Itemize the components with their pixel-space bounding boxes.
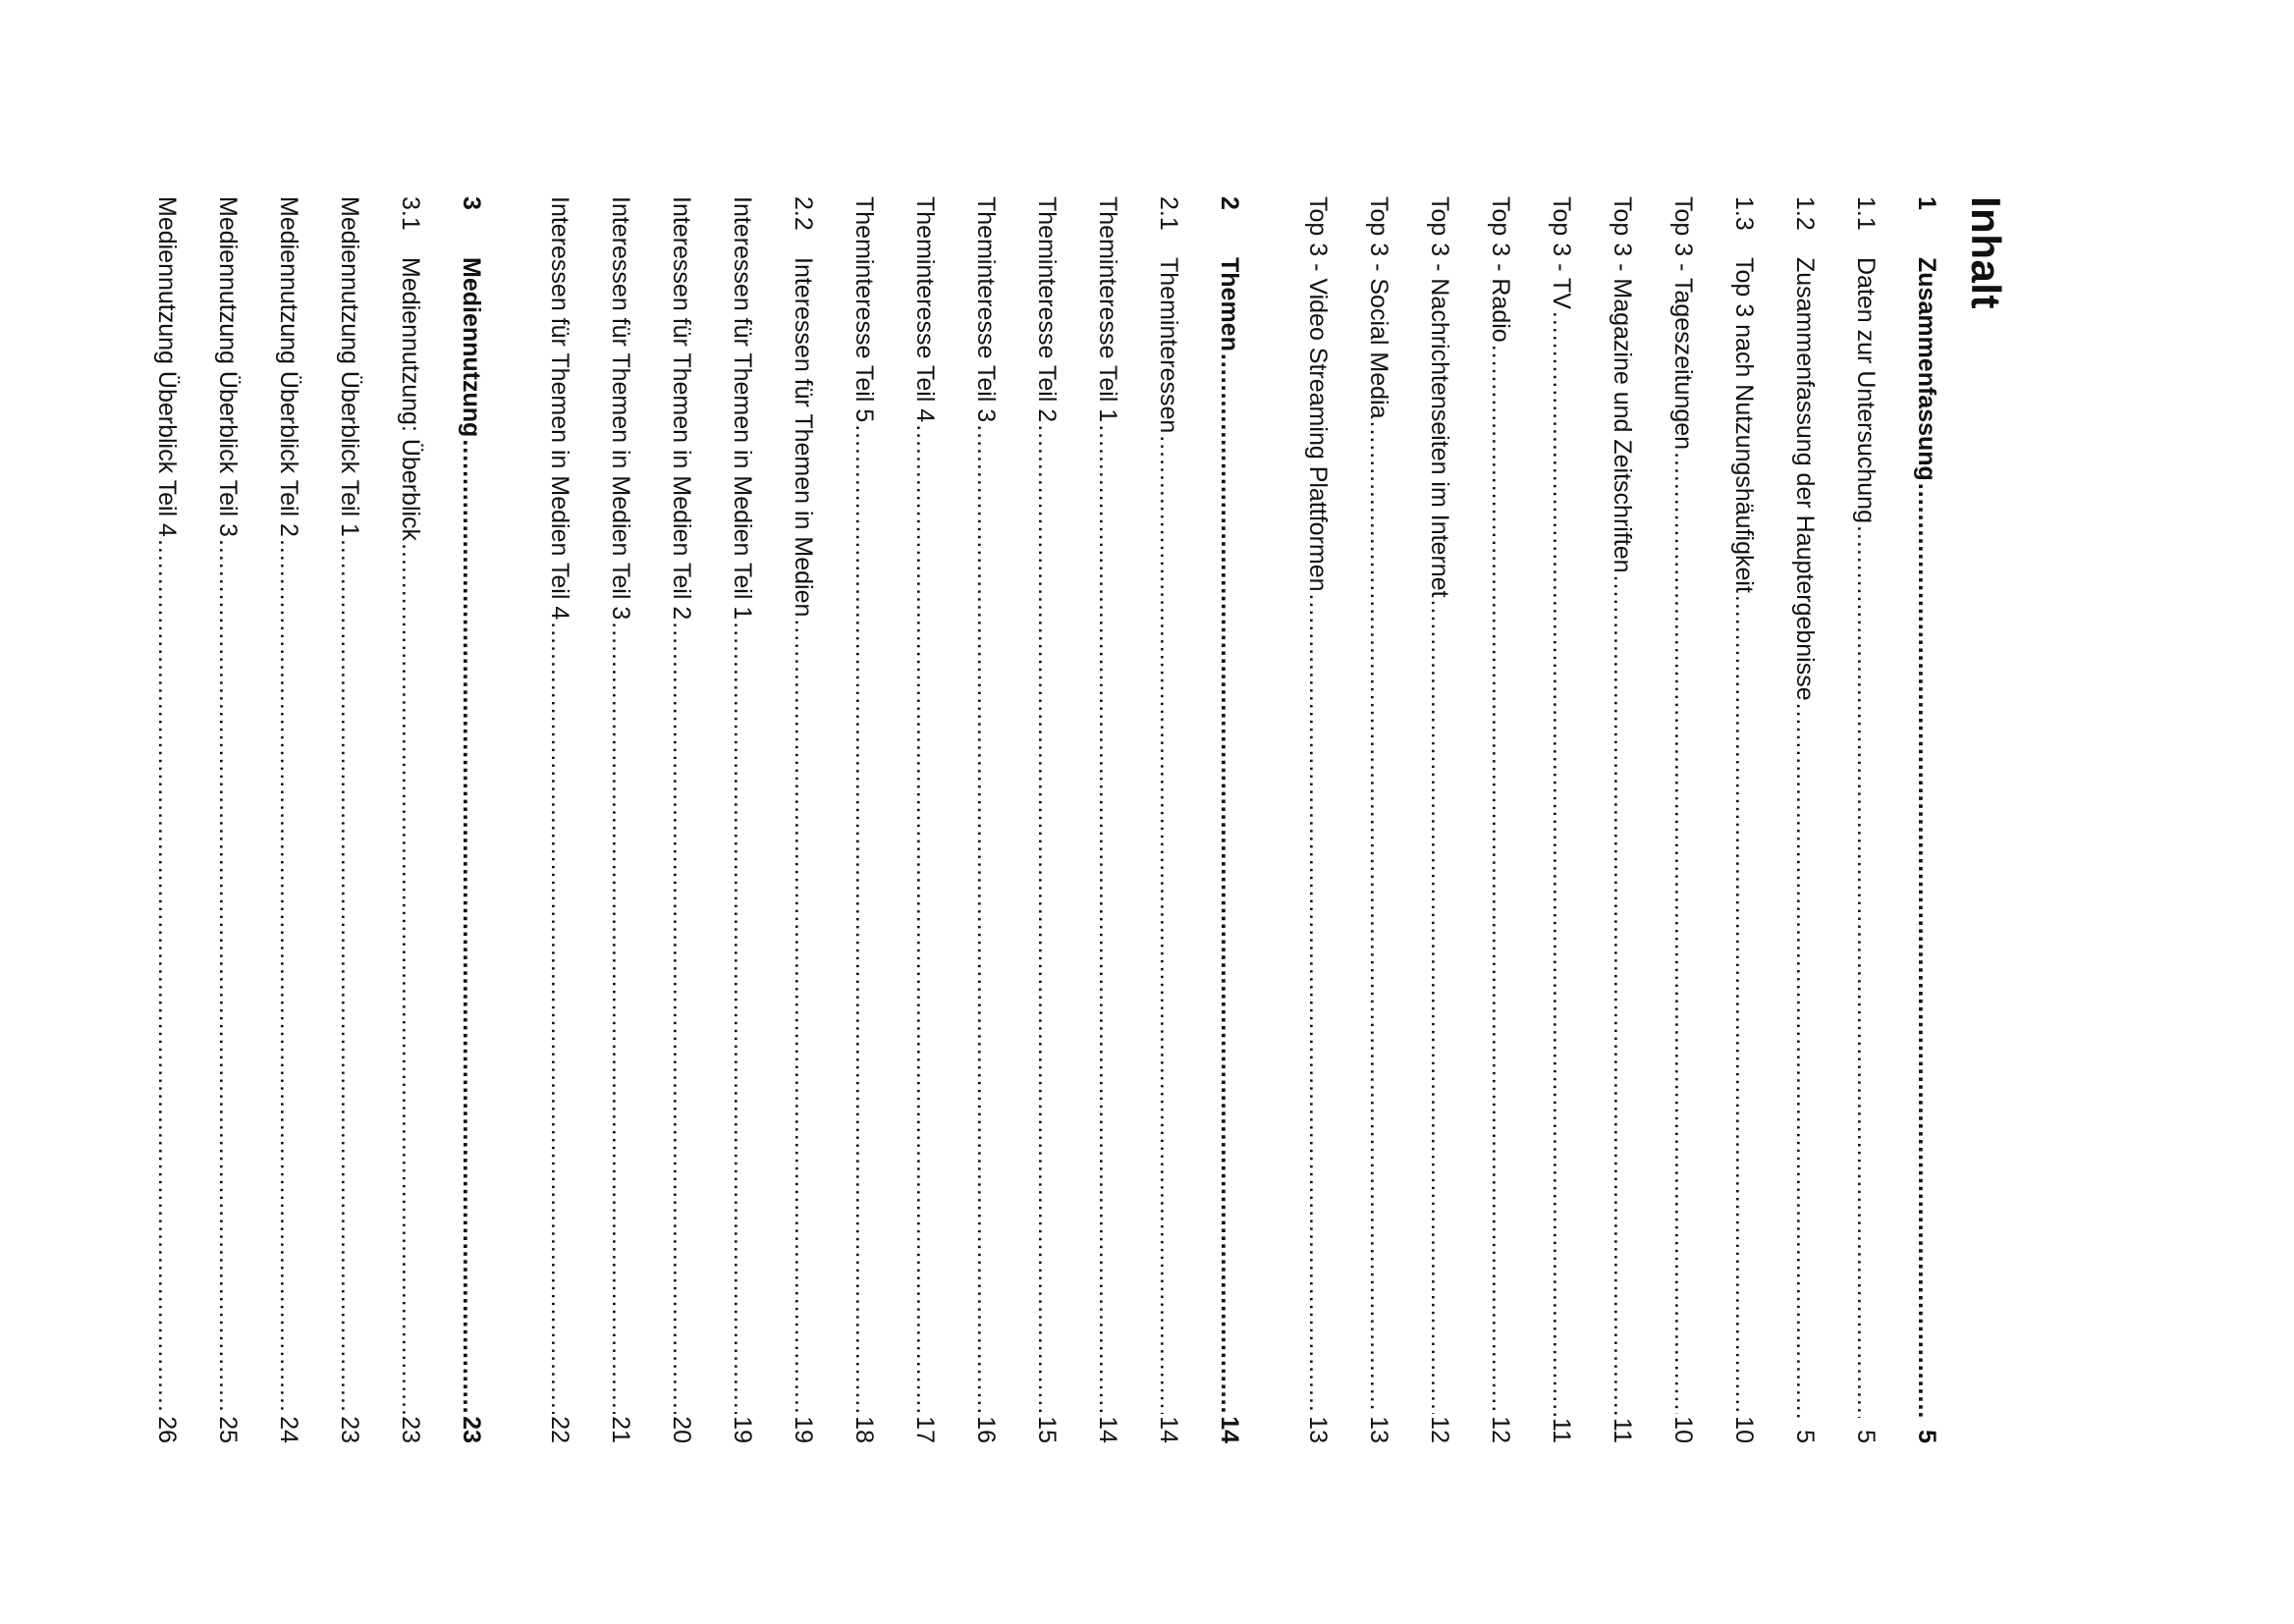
toc-leader-dots (910, 424, 939, 1414)
toc-leader-dots (213, 539, 242, 1414)
toc-entry-number: 1.3 (1730, 196, 1758, 231)
toc-entry-number: 1.1 (1852, 196, 1880, 231)
toc-leader-dots (1547, 311, 1575, 1416)
toc-leader-dots (335, 539, 363, 1414)
toc-leader-dots (1912, 483, 1940, 1418)
toc-entry-page: 14 (1155, 1416, 1182, 1443)
toc-entry-page: 13 (1304, 1416, 1332, 1443)
toc-leader-dots (728, 622, 756, 1414)
toc-leader-dots (152, 539, 181, 1414)
toc-leader-dots (606, 622, 634, 1414)
toc-entry-page: 11 (1548, 1418, 1575, 1443)
toc-leader-dots (545, 622, 574, 1414)
toc-entry-page: 11 (1609, 1418, 1636, 1443)
toc-entry-number: 1 (1913, 196, 1940, 210)
toc-entry[interactable] (1697, 196, 1758, 1443)
toc-entry-label: Top 3 - Social Media (1365, 196, 1393, 419)
table-of-contents (120, 196, 1940, 1443)
toc-entry[interactable] (634, 196, 695, 1443)
toc-entry[interactable] (242, 196, 302, 1443)
toc-entry[interactable] (1061, 196, 1121, 1443)
toc-entry[interactable] (1393, 196, 1453, 1443)
toc-entry-label: Mediennutzung (458, 257, 485, 438)
toc-entry[interactable] (424, 196, 485, 1443)
toc-entry[interactable] (363, 196, 424, 1443)
toc-entry[interactable] (574, 196, 634, 1443)
toc-entry-page: 18 (850, 1416, 878, 1443)
toc-entry[interactable] (939, 196, 1000, 1443)
toc-leader-dots (849, 424, 878, 1414)
toc-entry-label: Mediennutzung: Überblick (397, 257, 424, 542)
toc-leader-dots (457, 439, 485, 1414)
toc-leader-dots (789, 619, 817, 1414)
toc-entry[interactable] (513, 196, 574, 1443)
toc-entry-label: Themen (1216, 257, 1243, 352)
toc-entry-page: 17 (911, 1416, 939, 1443)
toc-entry-page: 19 (790, 1416, 817, 1443)
toc-entry-number: 2.2 (790, 196, 817, 231)
toc-entry[interactable] (1453, 196, 1514, 1443)
toc-leader-dots (1093, 424, 1121, 1414)
toc-entry-page: 19 (729, 1416, 756, 1443)
toc-entry-label: Theminteresse Teil 3 (972, 196, 1000, 423)
toc-entry-page: 25 (214, 1416, 242, 1443)
toc-entry-page: 5 (1791, 1430, 1819, 1443)
toc-entry-label: Theminteresse Teil 2 (1033, 196, 1061, 423)
toc-entry[interactable] (1121, 196, 1182, 1443)
toc-leader-dots (1729, 595, 1758, 1414)
toc-entry-label: Top 3 - Nachrichtenseiten im Internet (1426, 196, 1453, 598)
toc-leader-dots (971, 424, 1000, 1414)
toc-entry-page: 21 (607, 1416, 634, 1443)
toc-entry-page: 12 (1426, 1416, 1453, 1443)
toc-entry-label: Zusammenfassung (1913, 257, 1940, 481)
toc-entry[interactable] (1271, 196, 1332, 1443)
toc-entry-label: Mediennutzung Überblick Teil 1 (336, 196, 363, 537)
toc-entry-page: 13 (1365, 1416, 1393, 1443)
toc-entry-label: Top 3 - Video Streaming Plattformen (1304, 196, 1332, 592)
toc-leader-dots (1032, 424, 1061, 1414)
toc-entry-page: 5 (1913, 1430, 1940, 1443)
toc-entry[interactable] (1880, 196, 1940, 1443)
toc-entry-page: 10 (1730, 1416, 1758, 1443)
toc-entry-label: Top 3 - Radio (1487, 196, 1514, 343)
toc-leader-dots (1851, 525, 1880, 1418)
toc-entry[interactable] (878, 196, 939, 1443)
toc-entry[interactable] (756, 196, 817, 1443)
toc-leader-dots (1303, 594, 1332, 1415)
toc-entry[interactable] (1575, 196, 1636, 1443)
toc-entry[interactable] (302, 196, 363, 1443)
toc-entry-label: Top 3 - Tageszeitungen (1669, 196, 1697, 451)
toc-entry-page: 12 (1487, 1416, 1514, 1443)
toc-entry-label: Daten zur Untersuchung (1852, 257, 1880, 523)
toc-entry-page: 24 (275, 1416, 302, 1443)
toc-entry-label: Interessen für Themen in Medien Teil 4 (546, 196, 574, 621)
toc-entry-number: 3 (458, 196, 485, 210)
toc-entry-page: 23 (397, 1416, 424, 1443)
toc-leader-dots (1608, 575, 1636, 1417)
toc-entry-label: Theminteresse Teil 1 (1094, 196, 1121, 423)
toc-entry[interactable] (1636, 196, 1697, 1443)
toc-leader-dots (1668, 452, 1697, 1414)
toc-entry-page: 23 (458, 1416, 485, 1443)
toc-entry[interactable] (1819, 196, 1880, 1443)
toc-leader-dots (1215, 353, 1243, 1414)
toc-leader-dots (1425, 600, 1453, 1415)
toc-entry-page: 10 (1669, 1416, 1697, 1443)
toc-entry-label: Interessen für Themen in Medien Teil 3 (607, 196, 634, 621)
toc-leader-dots (1486, 345, 1514, 1414)
toc-entry-label: Mediennutzung Überblick Teil 3 (214, 196, 242, 537)
toc-entry-label: Theminteressen (1155, 257, 1182, 434)
toc-entry-number: 1.2 (1791, 196, 1819, 231)
toc-entry[interactable] (1182, 196, 1243, 1443)
toc-entry[interactable] (1758, 196, 1819, 1443)
toc-entry-label: Interessen für Themen in Medien (790, 257, 817, 618)
toc-entry-page: 5 (1852, 1430, 1880, 1443)
toc-entry-label: Interessen für Themen in Medien Teil 1 (729, 196, 756, 621)
toc-entry-page: 22 (546, 1416, 574, 1443)
toc-entry-label: Theminteresse Teil 5 (850, 196, 878, 423)
toc-entry-number: 2 (1216, 196, 1243, 210)
page-title: Inhalt (1963, 196, 2009, 309)
toc-entry[interactable] (695, 196, 756, 1443)
toc-entry[interactable] (1000, 196, 1061, 1443)
toc-entry[interactable] (817, 196, 878, 1443)
toc-entry-page: 14 (1216, 1416, 1243, 1443)
toc-leader-dots (667, 622, 695, 1414)
toc-entry-page: 20 (668, 1416, 695, 1443)
toc-entry-page: 23 (336, 1416, 363, 1443)
toc-entry-page: 14 (1094, 1416, 1121, 1443)
toc-leader-dots (396, 543, 424, 1414)
toc-entry-number: 2.1 (1155, 196, 1182, 231)
toc-entry[interactable] (181, 196, 242, 1443)
toc-entry-label: Top 3 - TV (1548, 196, 1575, 309)
toc-entry-label: Theminteresse Teil 4 (911, 196, 939, 423)
toc-entry-label: Top 3 - Magazine und Zeitschriften (1609, 196, 1636, 573)
toc-leader-dots (1364, 421, 1393, 1415)
toc-entry-page: 26 (153, 1416, 181, 1443)
toc-leader-dots (1154, 435, 1182, 1414)
toc-entry-page: 16 (972, 1416, 1000, 1443)
toc-entry[interactable] (1332, 196, 1393, 1443)
toc-entry-label: Zusammenfassung der Hauptergebnisse (1791, 257, 1819, 701)
toc-entry-number: 3.1 (397, 196, 424, 231)
toc-entry-label: Interessen für Themen in Medien Teil 2 (668, 196, 695, 621)
toc-leader-dots (274, 539, 302, 1414)
toc-entry-label: Mediennutzung Überblick Teil 2 (275, 196, 302, 537)
toc-entry[interactable] (120, 196, 181, 1443)
toc-entry-label: Top 3 nach Nutzungshäufigkeit (1730, 257, 1758, 593)
toc-entry[interactable] (1514, 196, 1575, 1443)
toc-entry-label: Mediennutzung Überblick Teil 4 (153, 196, 181, 537)
toc-entry-page: 15 (1033, 1416, 1061, 1443)
toc-leader-dots (1790, 703, 1819, 1418)
